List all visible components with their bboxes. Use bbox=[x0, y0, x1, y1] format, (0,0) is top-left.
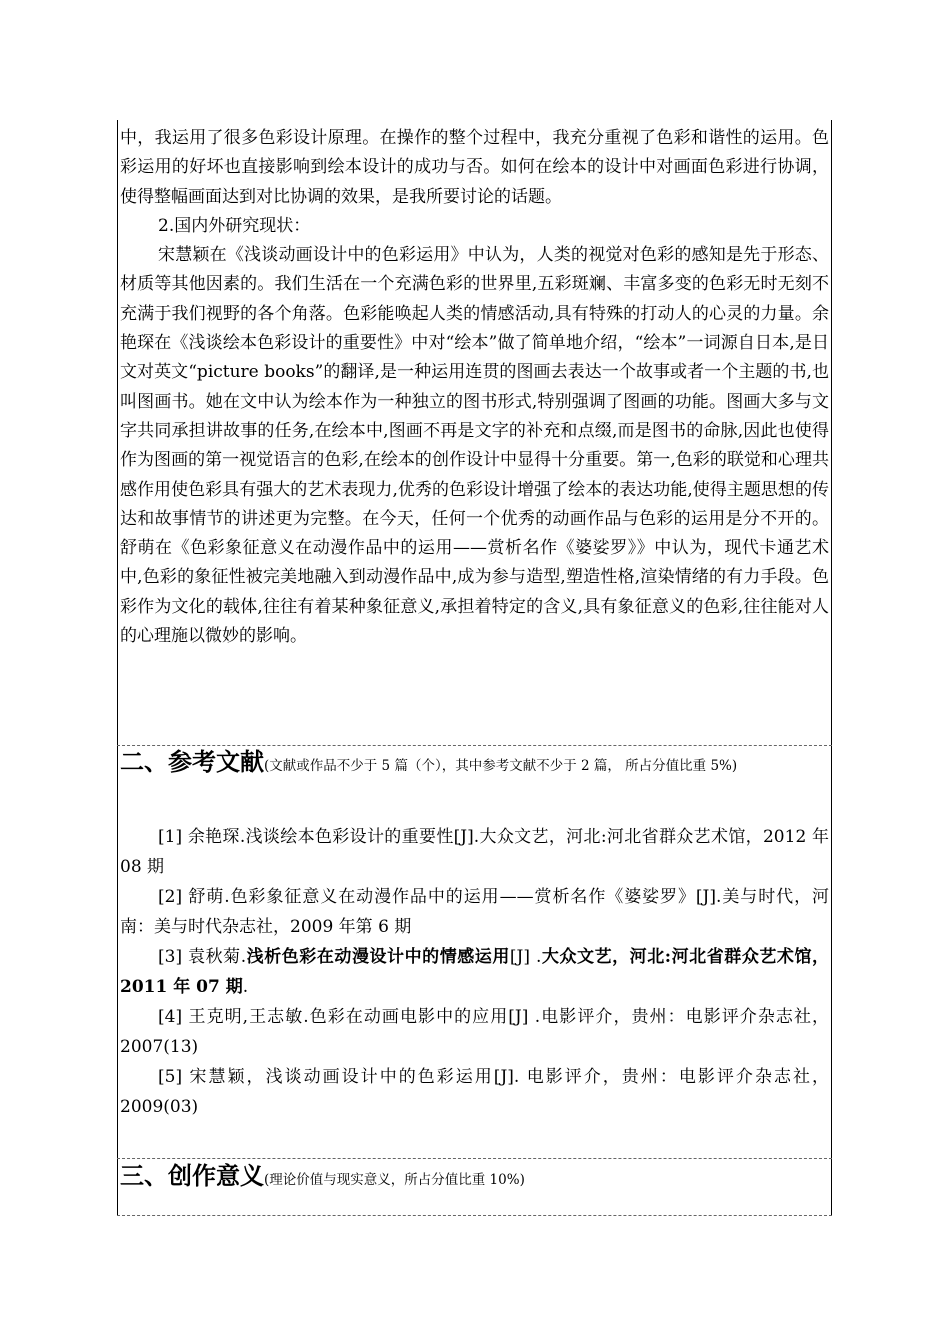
table-right-border bbox=[831, 120, 832, 1216]
reference-3-source: 大众文艺，河北:河北省群众艺术馆，2011 年 07 期 bbox=[120, 947, 830, 997]
reference-item-2: [2] 舒萌.色彩象征意义在动漫作品中的运用——赏析名作《婆娑罗》[J].美与时代，河南：美与时代杂志社，2009 年第 6 期 bbox=[120, 887, 829, 937]
reference-3-suffix: . bbox=[242, 977, 249, 997]
reference-item-1: [1] 余艳琛.浅谈绘本色彩设计的重要性[J].大众文艺，河北:河北省群众艺术馆，2012 年 08 期 bbox=[120, 827, 829, 877]
references-note: (文献或作品不少于 5 篇（个），其中参考文献不少于 2 篇， 所占分值比重 5%) bbox=[264, 758, 738, 774]
paragraph-intro-continuation: 中，我运用了很多色彩设计原理。在操作的整个过程中，我充分重视了色彩和谐性的运用。色彩运用的好坏也直接影响到绘本设计的成功与否。如何在绘本的设计中对画面色彩进行协调，使得整幅画面达到对比协调的效果，是我所要讨论的话题。 bbox=[120, 128, 829, 207]
reference-3-prefix: [3] 袁秋菊. bbox=[158, 947, 247, 967]
creative-significance-heading bbox=[120, 1160, 829, 1192]
reference-3-type: [J] . bbox=[509, 947, 542, 967]
references-heading bbox=[120, 746, 829, 778]
form-table bbox=[117, 120, 832, 1216]
reference-3-title: 浅析色彩在动漫设计中的情感运用 bbox=[246, 947, 510, 967]
reference-item-5: [5] 宋慧颖，浅谈动画设计中的色彩运用[J]. 电影评介，贵州：电影评介杂志社，2009(03) bbox=[120, 1067, 829, 1117]
divider-line bbox=[117, 1215, 832, 1216]
paragraph-research-status: 宋慧颖在《浅谈动画设计中的色彩运用》中认为，人类的视觉对色彩的感知是先于形态、材质等其他因素的。我们生活在一个充满色彩的世界里,五彩斑斓、丰富多变的色彩无时无刻不充满于我们视野的各个角落。色彩能唤起人类的情感活动,具有特殊的打动人的心灵的力量。余艳琛在《浅谈绘本色彩设计的重要性》中对“绘本”做了简单地介绍，“绘本”一词源自日本,是日文对英文“picture books”的翻译,是一种运用连贯的图画去表达一个故事或者一个主题的书,也叫图画书。她在文中认为绘本作为一种独立的图书形式,特别强调了图画的功能。图画大多与文字共同承担讲故事的任务,在绘本中,图画不再是文字的补充和点缀,而是图书的命脉,因此也使得作为图画的第一视觉语言的色彩,在绘本的创作设计中显得十分重要。第一,色彩的联觉和心理共感作用使色彩具有强大的艺术表现力,优秀的色彩设计增强了绘本的表达功能,使得主题思想的传达和故事情节的讲述更为完整。在今天，任何一个优秀的动画作品与色彩的运用是分不开的。舒萌在《色彩象征意义在动漫作品中的运用——赏析名作《婆娑罗》》中认为，现代卡通艺术中,色彩的象征性被完美地融入到动漫作品中,成为参与造型,塑造性格,渲染情绪的有力手段。色彩作为文化的载体,往往有着某种象征意义,承担着特定的含义,具有象征意义的色彩,往往能对人的心理施以微妙的影响。 bbox=[120, 245, 829, 647]
divider-line bbox=[117, 1158, 832, 1159]
reference-item-4: [4] 王克明,王志敏.色彩在动画电影中的应用[J] .电影评介，贵州：电影评介杂志社，2007(13) bbox=[120, 1007, 829, 1057]
subheading-research-status: 2.国内外研究现状： bbox=[158, 215, 311, 236]
reference-item-3 bbox=[120, 942, 829, 1002]
research-status-section bbox=[120, 124, 829, 651]
table-left-border bbox=[117, 120, 118, 1216]
references-title: 二、参考文献 bbox=[120, 747, 264, 776]
creative-significance-title: 三、创作意义 bbox=[120, 1161, 264, 1190]
creative-significance-note: (理论价值与现实意义，所占分值比重 10%) bbox=[264, 1172, 525, 1188]
references-list bbox=[120, 822, 829, 1122]
